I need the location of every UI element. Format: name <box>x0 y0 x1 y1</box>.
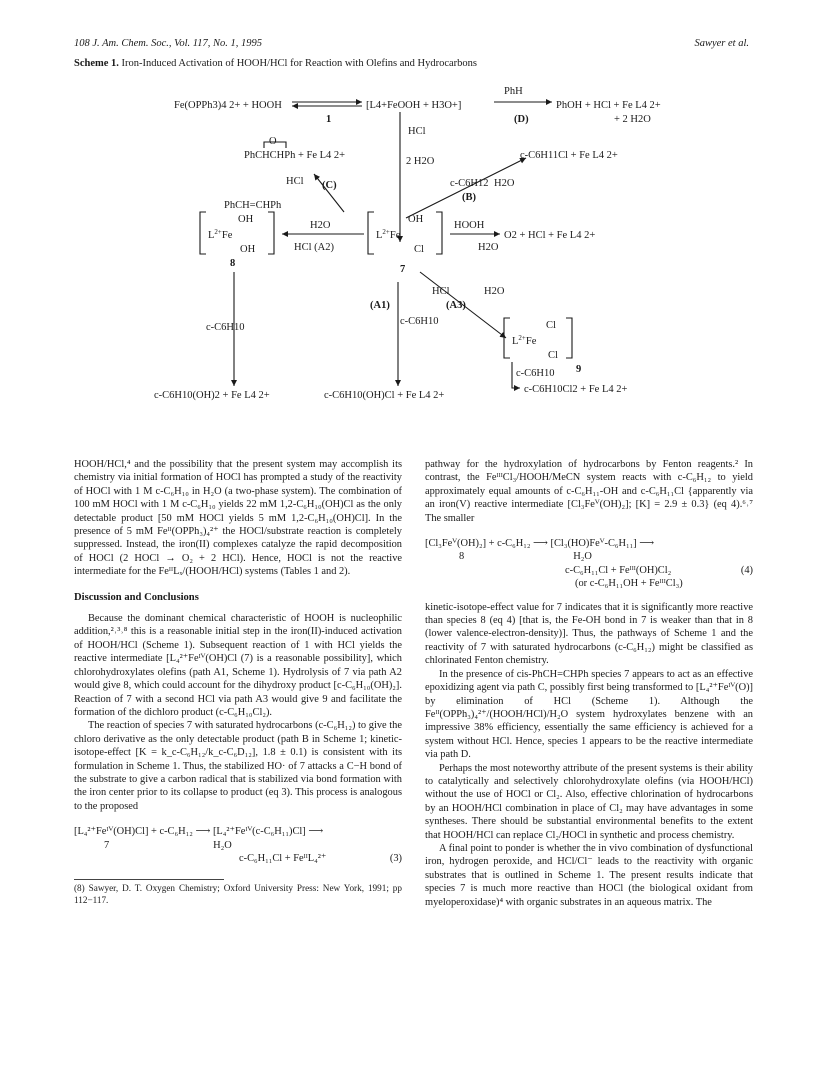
hcl-to-7-label: HCl <box>408 126 426 137</box>
running-header-journal: 108 J. Am. Chem. Soc., Vol. 117, No. 1, 1995 <box>74 38 263 49</box>
equation-3-sublabels: 7 H₂O <box>104 839 232 851</box>
water-a3-label: H2O <box>484 286 505 297</box>
water-decomposition-label: H2O <box>478 242 499 253</box>
species-8-label: 8 <box>230 258 236 269</box>
phenol-products-text: PhOH + HCl + Fe L4 2+ <box>556 100 661 111</box>
two-water-label: 2 H2O <box>406 156 435 167</box>
equation-4 <box>425 537 753 591</box>
species-9-cl-bottom: Cl <box>548 350 558 361</box>
chloro-product-text: c-C6H11Cl + Fe L4 2+ <box>520 150 618 161</box>
equation-4-line-2-wrap <box>425 564 753 577</box>
complex-1-text: [L4+FeOOH + H3O+] <box>366 100 462 111</box>
footnote-8: (8) Sawyer, D. T. Oxygen Chemistry; Oxford University Press: New York, 1991; pp 112−117. <box>74 883 402 905</box>
species-7-cl: Cl <box>414 244 424 255</box>
left-paragraph-1: HOOH/HCl,⁴ and the possibility that the present system may accomplish its chemistry via initial formation of HOCl has prompted a study of the reactivity of HOCl with 1 M c-C₆H₁₀ in H₂O (a two-phase system). The combination of 100 mM HOCl with 1 M c-C₆H₁₀ yields 22 mM 1,2-C₆H₁₀(OH)Cl as the only detectable product [50 mM HOCl yields 5 mM 1,2-C₆H₁₀(OH)Cl]. In the presence of 5 mM Feᴵᴵ(OPPh₃)₄²⁺ the HOCl/substrate reaction is completely suppressed. Instead, the iron(II) complexes catalyze the rapid decomposition of HOCl (2 HOCl → O₂ + 2 HCl). Hence, HOCl is not the reactive intermediate for the FeᴵᴵLₓ/(HOOH/HCl) systems (Tables 1 and 2). <box>74 459 402 578</box>
right-paragraph-2: kinetic-isotope-effect value for 7 indicates that it is significantly more reactive than species 8 (eq 4) [that is, the Fe-OH bond in 7 is weaker than that in 8 (lower valence-electron-density)]. Thus, the pathways of Scheme 1 and the reactivity of 7 with saturated hydrocarbons (c-C₆H₁₂) might be classified as chlorinated Fenton chemistry. <box>425 601 753 667</box>
equation-4-line-2: c-C₆H₁₁Cl + Feᴵᴵᴵ(OH)Cl₂ <box>565 564 672 576</box>
equation-4-line-1: [Cl₃Feⱽ(OH)₂] + c-C₆H₁₂ ⟶ [Cl₃(HO)Feⱽ-C₆H₁₁] ⟶ <box>425 538 655 550</box>
equation-3-line-2-wrap <box>74 852 402 865</box>
water-products-text: + 2 H2O <box>614 114 651 125</box>
right-paragraph-1: pathway for the hydroxylation of hydrocarbons by Fenton reagents.² In contrast, the FeᴵᴵᴵCl₃/HOOH/MeCN system reacts with c-C₆H₁₂ to yield approximately equal amounts of c-C₆H₁₁-OH and c-C₆H₁₁Cl {apparently via an iron(V) reactive intermediate [Cl₃Feⱽ(OH)₂]; [K] = 2.9 ± 0.3} (eq 4).⁶˒⁷ The smaller <box>425 459 753 524</box>
equation-3-line-2: c-C₆H₁₁Cl + FeᴵᴵL₄²⁺ <box>239 852 327 864</box>
cyclohexene-9-label: c-C6H10 <box>516 368 555 379</box>
equation-3 <box>74 825 402 865</box>
benzene-label: PhH <box>504 86 523 97</box>
species-9-cl-top: Cl <box>546 320 556 331</box>
chlorohydrin-product-text: c-C6H10(OH)Cl + Fe L4 2+ <box>324 390 445 401</box>
species-9-bracket-left <box>504 318 510 358</box>
left-paragraph-3: The reaction of species 7 with saturated hydrocarbons (c-C₆H₁₂) to give the chloro derivative as the only detectable product (path B in Scheme 1; kinetic-isotope-effect [K = k_c-C₆H₁₂/k_c-C₆D₁₂], 1.8 ± 0.1) is consistent with its formulation in Scheme 1. Thus, the stabilized HO· of 7 attacks a C−H bond of the substrate to give a carbon radical that is stabilized via bond formation with the iron center prior to its collapse to product (eq 3). This process is analogous to the proposed <box>74 720 402 812</box>
oxygen-products-text: O2 + HCl + Fe L4 2+ <box>504 230 596 241</box>
epoxide-oxygen: O <box>269 136 277 147</box>
reaction-scheme <box>74 72 754 452</box>
right-paragraph-5: A final point to ponder is whether the in vivo combination of dysfunctional iron, hydrogen peroxide, and HCl/Cl⁻ leads to the reactivity with organic substrates that is outlined in Scheme 1. The present results indicate that species 7 is much more reactive than HOCl (the biological oxidant from myeloperoxidase)⁴ with organic substrates in an aqueous matrix. The <box>425 842 753 908</box>
path-a1-label: (A1) <box>370 300 390 311</box>
species-7-oh: OH <box>408 214 424 225</box>
right-paragraph-4: Perhaps the most noteworthy attribute of the present systems is their ability to catalytically and selectively chlorohydroxylate olefins (via HOOH/HCl) without the use of HOCl or Cl₂. Also, effective chlorination of hydrocarbons by an HOOH/HCl combination in place of Cl₂ may have advantages in some syntheses. There should be substantial environmental benefits to the extent that HOOH/HCl can replace Cl₂/HOCl in synthetic and process chemistry. <box>425 762 753 841</box>
cyclohexene-left-label: c-C6H10 <box>206 322 245 333</box>
path-a3-label: (A3) <box>446 300 466 311</box>
equation-4-sublabels: 8 H₂O <box>459 551 592 563</box>
species-8-bracket-right <box>268 212 274 254</box>
species-1-label: 1 <box>326 114 332 125</box>
path-d-label: (D) <box>514 114 529 125</box>
hooh-label: HOOH <box>454 220 485 231</box>
right-column <box>425 458 753 909</box>
left-paragraph-2: Because the dominant chemical characteristic of HOOH is nucleophilic addition,²˒³˒⁸ this is a reasonable initial step in the iron(II)-induced activation of HOOH/HCl (Scheme 1). Subsequent reaction of 1 with HCl yields the reactive intermediate [L₄²⁺Feᴵⱽ(OH)Cl (7) is a reasonable possibility], which chlorohydroxylates olefins (path A1, Scheme 1). Hydrolysis of 7 via path A2 would give 8, which could account for the dihydroxy product [c-C₆H₁₀(OH)₂]. Reaction of 7 with a second HCl via path A3 would give 9 and facilitate the formation of the dichloro product (c-C₆H₁₀Cl₂). <box>74 613 402 718</box>
equation-4-number: (4) <box>740 564 753 576</box>
right-paragraph-3: In the presence of cis-PhCH=CHPh species 7 appears to act as an effective epoxidizing agent via path C, possibly first being transformed to [L₄²⁺Feᴵⱽ(O)] by elimination of HCl (Scheme 1). Although the Feᴵᴵ(OPPh₃)₄²⁺/(HOOH/HCl)/H₂O system hydroxylates benzene with an impressive 38% efficiency, essentially the same efficiency is achieved for a system without HCl. Hence, species 1 appears to be the reactive intermediate via path D. <box>425 668 753 761</box>
scheme-label: Scheme 1. <box>74 58 119 69</box>
hcl-a2-label: HCl (A2) <box>294 242 334 253</box>
scheme-title-text: Iron-Induced Activation of HOOH/HCl for Reaction with Olefins and Hydrocarbons <box>121 58 478 69</box>
species-7-label: 7 <box>400 264 406 275</box>
running-header-authors: Sawyer et al. <box>694 38 749 49</box>
hcl-a3-label: HCl <box>432 286 450 297</box>
species-9-label: 9 <box>576 364 582 375</box>
scheme-caption <box>74 58 477 69</box>
stilbene-text: PhCH=CHPh <box>224 200 282 211</box>
species-7-bracket-right <box>436 212 442 254</box>
equation-4-line-3: (or c-C₆H₁₁OH + FeᴵᴵᴵCl₃) <box>575 578 683 590</box>
path-b-label: (B) <box>462 192 476 203</box>
species-8-bracket-left <box>200 212 206 254</box>
hcl-path-c-label: HCl <box>286 176 304 187</box>
diol-product-text: c-C6H10(OH)2 + Fe L4 2+ <box>154 390 270 401</box>
species-8-core: $L^{2+}Fe$ <box>208 228 233 241</box>
equation-3-number: (3) <box>389 852 402 864</box>
species-7-bracket-left <box>368 212 374 254</box>
path-c-label: (C) <box>322 180 337 191</box>
species-9-core: $L^{2+}Fe$ <box>512 334 537 347</box>
species-7-core: $L^{2+}Fe$ <box>376 228 401 241</box>
species-8-oh-bottom: OH <box>240 244 256 255</box>
section-heading: Discussion and Conclusions <box>74 591 199 603</box>
equation-3-line-1: [L₄²⁺Feᴵⱽ(OH)Cl] + c-C₆H₁₂ ⟶ [L₄²⁺Feᴵⱽ(c-C₆H₁₁)Cl] ⟶ <box>74 826 324 838</box>
dichloro-product-text: c-C6H10Cl2 + Fe L4 2+ <box>524 384 628 395</box>
left-column <box>74 458 402 906</box>
reactant-text: Fe(OPPh3)4 2+ + HOOH <box>174 100 282 111</box>
species-8-oh-top: OH <box>238 214 254 225</box>
cyclohexane-b-label: c-C6H12 <box>450 178 489 189</box>
species-9-bracket-right <box>566 318 572 358</box>
water-a2-label: H2O <box>310 220 331 231</box>
footnote-rule <box>74 879 224 880</box>
water-b-label: H2O <box>494 178 515 189</box>
epoxide-product-text: PhCHCHPh + Fe L4 2+ <box>244 150 346 161</box>
cyclohexene-a1-label: c-C6H10 <box>400 316 439 327</box>
